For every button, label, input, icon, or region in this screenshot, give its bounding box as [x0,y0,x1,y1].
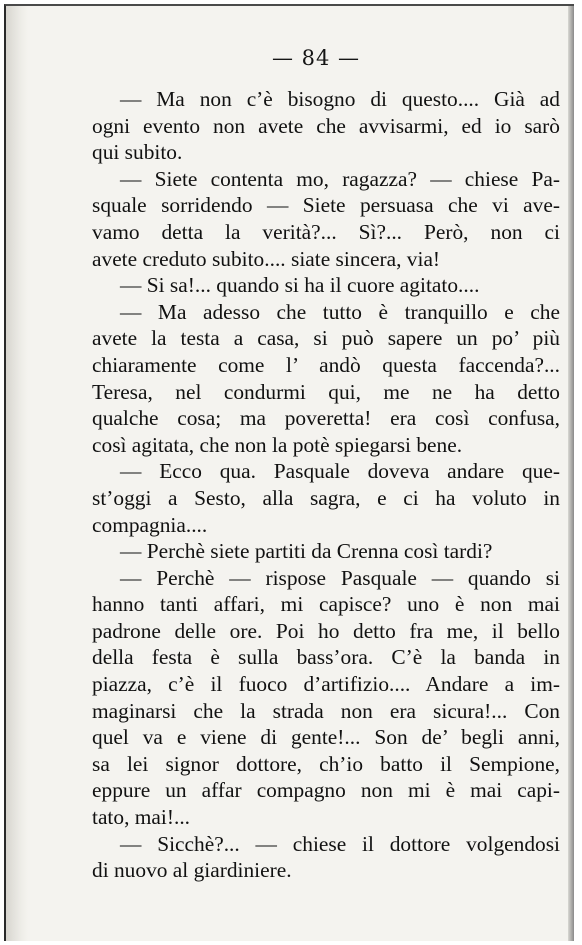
text-line: — Si sa!... quando si ha il cuore agitato.... [120,273,480,298]
text-line: chiaramente come l’ andò questa faccenda?... [92,352,560,377]
text-line: — Siete contenta mo, ragazza? — chiese Pa- [120,166,560,191]
text-line: di nuovo al giardiniere. [92,858,292,883]
text-line: maginarsi che la strada non era sicura!... Con [92,698,560,723]
text-line: padrone delle ore. Poi ho detto fra me, il bello [92,618,560,643]
text-line: squale sorridendo — Siete persuasa che vi ave- [92,193,560,218]
text-line: piazza, c’è il fuoco d’artifizio.... Andare a im- [92,672,560,697]
text-line: della festa è sulla bass’ora. C’è la banda in [92,645,560,670]
text-line: avete creduto subito.... siate sincera, via! [92,246,441,271]
text-line: — Ma adesso che tutto è tranquillo e che [120,299,560,324]
text-line: Teresa, nel condurmi qui, me ne ha detto [92,379,560,404]
page-edge-shadow [568,6,574,941]
text-line: compagnia.... [92,512,208,537]
text-line: eppure un affar compagno non mi è mai capi- [92,778,560,803]
text-line: ogni evento non avete che avvisarmi, ed io sarò [92,113,560,138]
text-line: qualche cosa; ma poveretta! era così confusa, [92,406,560,431]
text-line: — Sicchè?... — chiese il dottore volgendosi [120,831,560,856]
text-line: così agitata, che non la potè spiegarsi bene. [92,432,463,457]
text-line: — Perchè — rispose Pasquale — quando si [120,565,560,590]
text-line: — Ecco qua. Pasquale doveva andare que- [120,459,560,484]
body-text [92,86,560,884]
text-line: vamo detta la verità?... Sì?... Però, non ci [92,219,560,244]
text-line: qui subito. [92,140,183,165]
page-gutter [6,6,28,941]
text-line: sa lei signor dottore, ch’io batto il Sempione, [92,751,560,776]
text-line: st’oggi a Sesto, alla sagra, e ci ha voluto in [92,485,560,510]
text-line: quel va e viene di gente!... Son de’ begli anni, [92,725,560,750]
text-line: — Perchè siete partiti da Crenna così tardi? [120,539,493,564]
page-number: — 84 — [271,46,361,70]
text-line: hanno tanti affari, mi capisce? uno è non mai [92,592,560,617]
text-line: avete la testa a casa, si può sapere un po’ più [92,326,560,351]
text-line: — Ma non c’è bisogno di questo.... Già ad [120,87,560,111]
text-line: tato, mai!... [92,805,191,830]
book-page [4,4,574,941]
